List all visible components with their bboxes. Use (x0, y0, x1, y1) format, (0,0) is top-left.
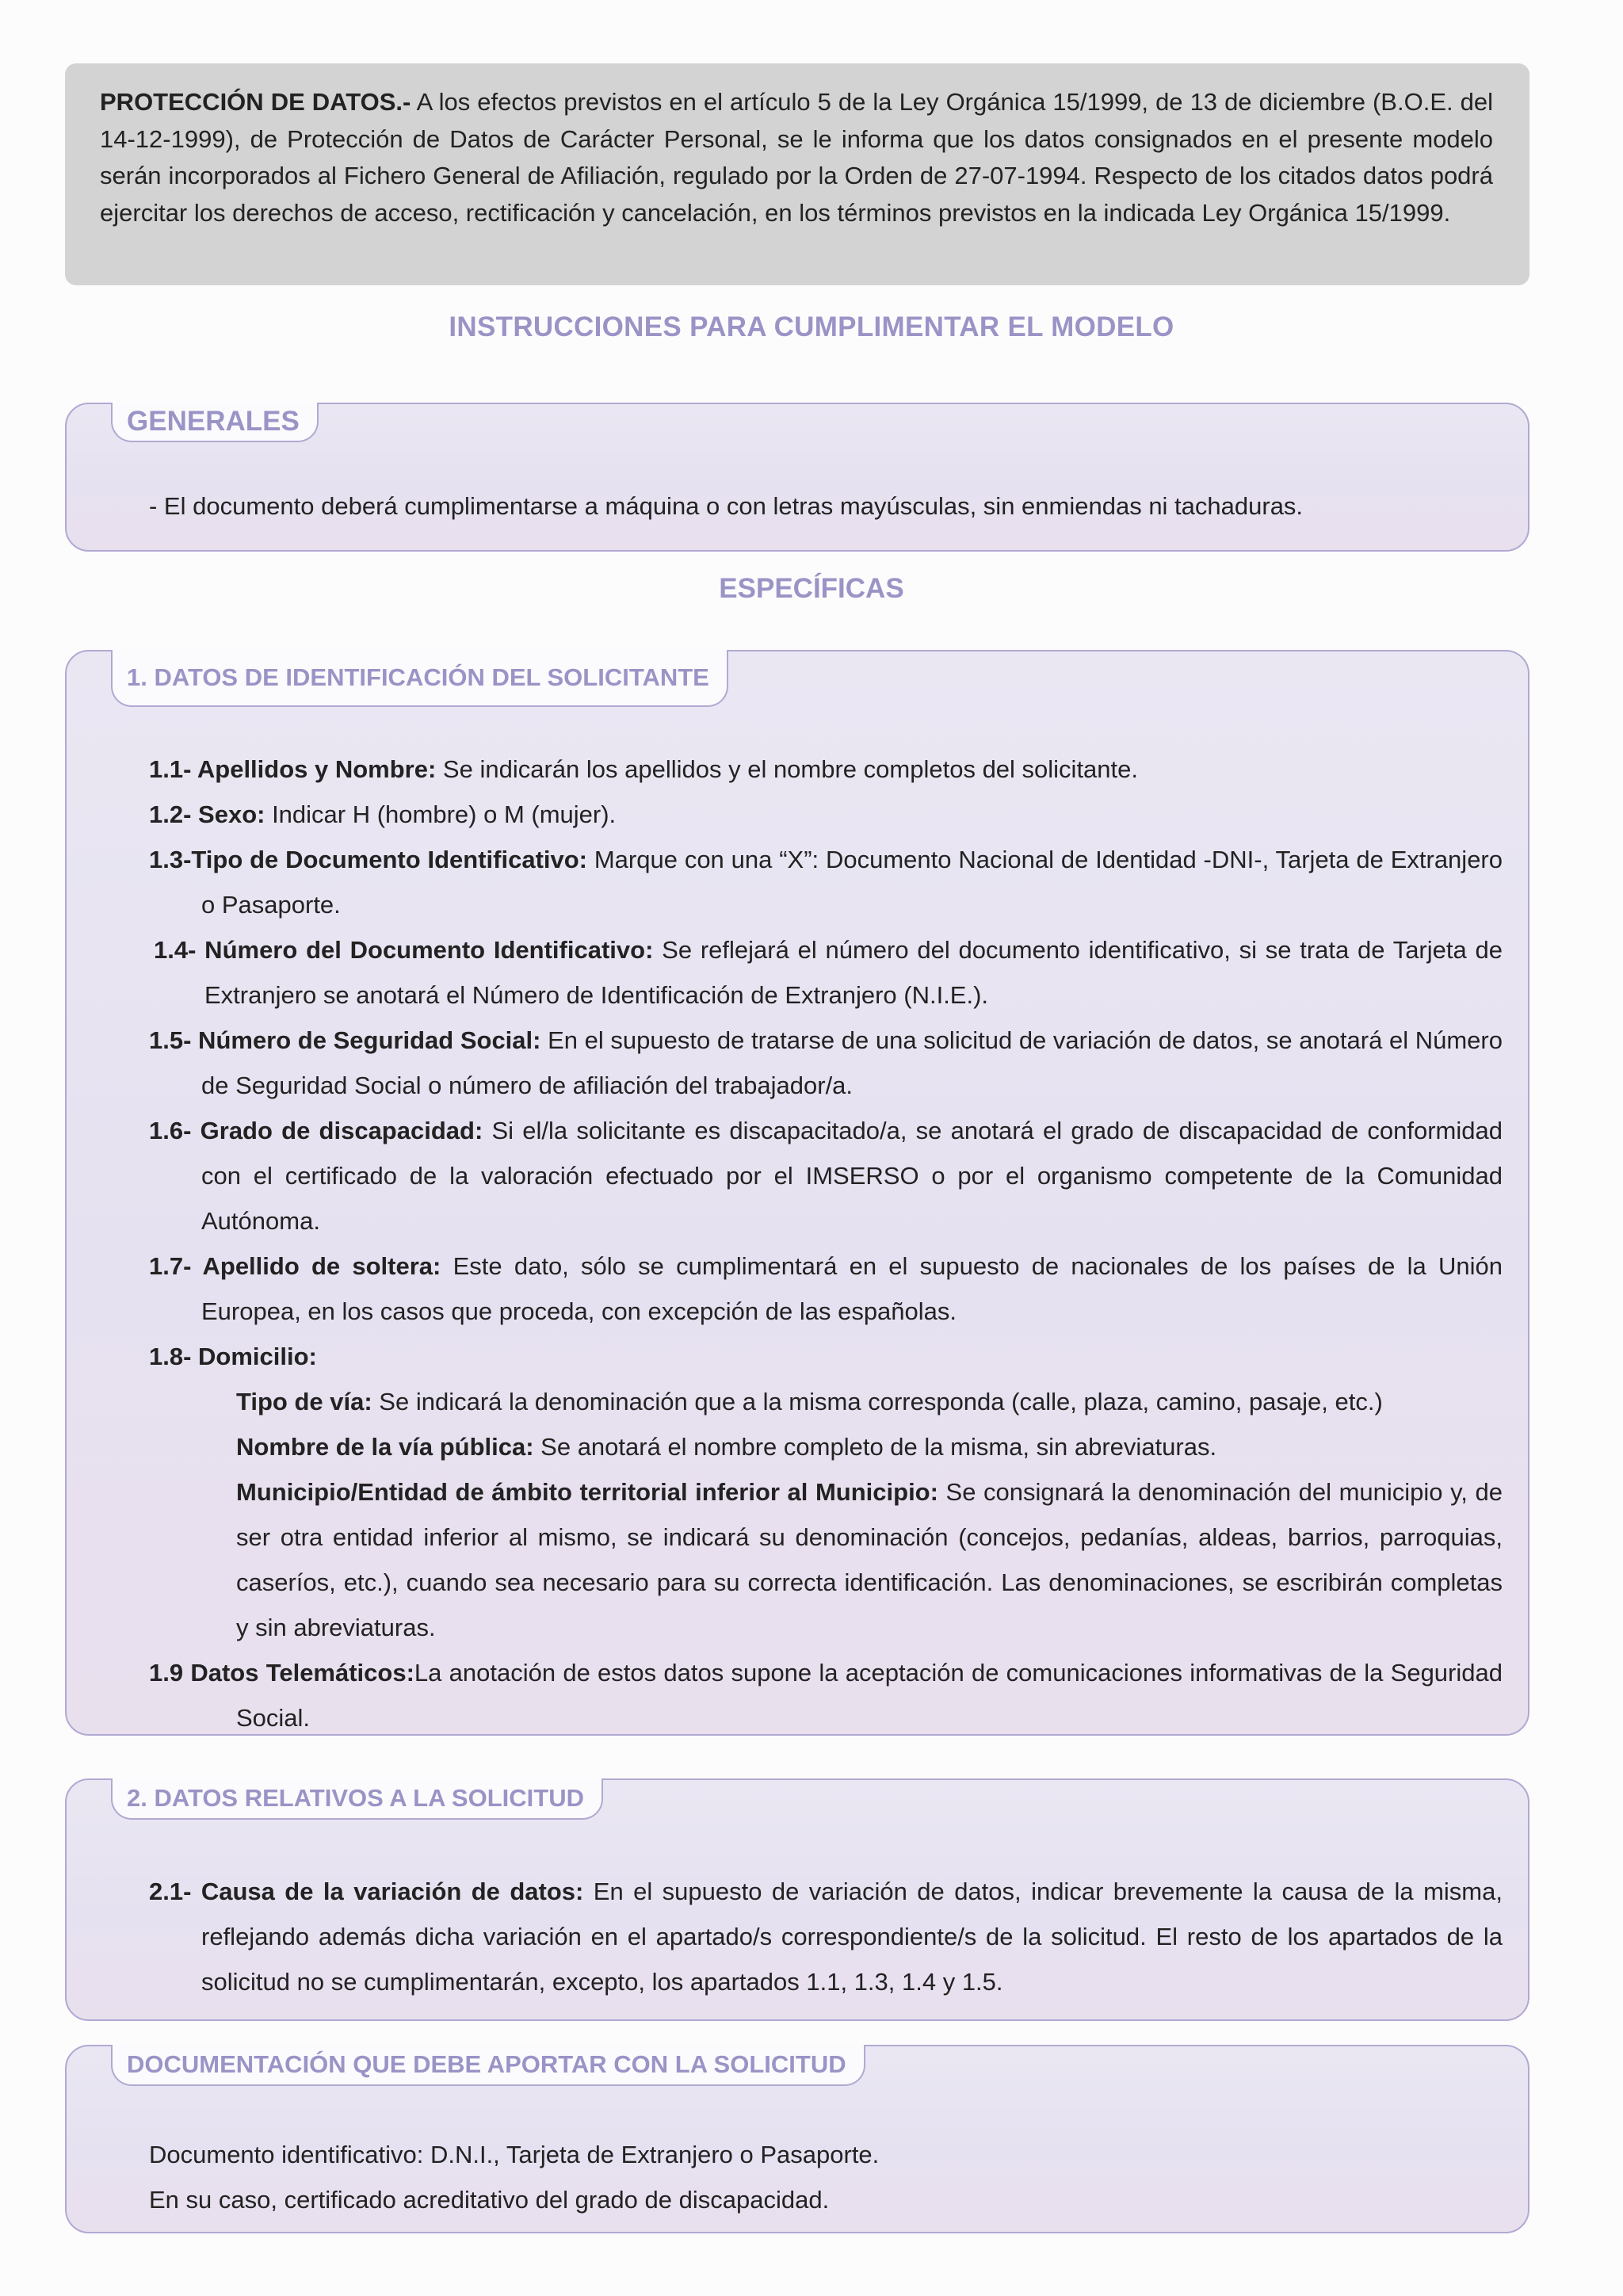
documentation-body (149, 2132, 1503, 2222)
item-1-8: 1.8- Domicilio: (149, 1343, 317, 1370)
item-1-2: 1.2- Sexo: Indicar H (hombre) o M (mujer). (149, 800, 617, 828)
domicilio-tipo-via: Tipo de vía: Se indicará la denominación que a la misma corresponda (calle, plaza, camino, pasaje, etc.) (236, 1388, 1383, 1415)
section-request-panel (65, 1778, 1529, 2021)
generales-panel (65, 403, 1529, 552)
item-1-5: 1.5- Número de Seguridad Social: En el supuesto de tratarse de una solicitud de variación de datos, se anotará el Número de Seguridad Social o número de afiliación del trabajador/a. (149, 1026, 1503, 1099)
documentation-panel (65, 2045, 1529, 2233)
generales-tab: GENERALES (111, 403, 319, 442)
section-identification-panel (65, 650, 1529, 1736)
especificas-heading: ESPECÍFICAS (719, 573, 904, 604)
data-protection-notice (65, 63, 1529, 285)
item-1-9: 1.9 Datos Telemáticos:La anotación de estos datos supone la aceptación de comunicaciones informativas de la Seguridad Social. (149, 1659, 1503, 1732)
domicilio-nombre-via: Nombre de la vía pública: Se anotará el nombre completo de la misma, sin abreviaturas. (236, 1433, 1217, 1461)
notice-title: PROTECCIÓN DE DATOS.- (100, 88, 411, 116)
item-1-3: 1.3-Tipo de Documento Identificativo: Marque con una “X”: Documento Nacional de Identidad -DNI-, Tarjeta de Extranjero o Pasaporte. (149, 846, 1503, 919)
section-identification-body (149, 747, 1503, 1740)
section-request-body (149, 1869, 1503, 2004)
item-1-4: 1.4- Número del Documento Identificativo: Se reflejará el número del documento identificativo, si se trata de Tarjeta de Extranjero se anotará el Número de Identificación de Extranjero (N.I.E.). (154, 936, 1503, 1009)
item-1-1: 1.1- Apellidos y Nombre: Se indicarán los apellidos y el nombre completos del solicitante. (149, 755, 1139, 783)
section-identification-tab: 1. DATOS DE IDENTIFICACIÓN DEL SOLICITANTE (111, 650, 728, 707)
main-heading: INSTRUCCIONES PARA CUMPLIMENTAR EL MODELO (449, 311, 1174, 342)
notice-text: A los efectos previstos en el artículo 5 de la Ley Orgánica 15/1999, de 13 de diciembre (B.O.E. del 14-12-1999), de Protección de Datos de Carácter Personal, se le informa que los datos consignados en el presente modelo serán incorporados al Fichero General de Afiliación, regulado por la Orden de 27-07-1994. Respecto de los citados datos podrá ejercitar los derechos de acceso, rectificación y cancelación, en los términos previstos en la indicada Ley Orgánica 15/1999. (100, 88, 1493, 227)
section-request-tab: 2. DATOS RELATIVOS A LA SOLICITUD (111, 1778, 603, 1820)
generales-text: - El documento deberá cumplimentarse a máquina o con letras mayúsculas, sin enmiendas ni tachaduras. (149, 492, 1304, 520)
documentation-line-1: Documento identificativo: D.N.I., Tarjeta de Extranjero o Pasaporte. (149, 2141, 880, 2168)
item-2-1: 2.1- Causa de la variación de datos: En el supuesto de variación de datos, indicar brevemente la causa de la misma, reflejando además dicha variación en el apartado/s correspondiente/s de la solicitud. El resto de los apartados de la solicitud no se cumplimentarán, excepto, los apartados 1.1, 1.3, 1.4 y 1.5. (149, 1878, 1503, 1996)
item-1-6: 1.6- Grado de discapacidad: Si el/la solicitante es discapacitado/a, se anotará el grado de discapacidad de conformidad con el certificado de la valoración efectuado por el IMSERSO o por el organismo competente de la Comunidad Autónoma. (149, 1117, 1503, 1235)
documentation-tab: DOCUMENTACIÓN QUE DEBE APORTAR CON LA SOLICITUD (111, 2045, 865, 2086)
item-1-7: 1.7- Apellido de soltera: Este dato, sólo se cumplimentará en el supuesto de nacionales de los países de la Unión Europea, en los casos que proceda, con excepción de las españolas. (149, 1252, 1503, 1325)
domicilio-municipio: Municipio/Entidad de ámbito territorial inferior al Municipio: Se consignará la denominación del municipio y, de ser otra entidad inferior al mismo, se indicará su denominación (concejos, pedanías, aldeas, barrios, parroquias, caseríos, etc.), cuando sea necesario para su correcta identificación. Las denominaciones, se escribirán completas y sin abreviaturas. (236, 1478, 1503, 1641)
documentation-line-2: En su caso, certificado acreditativo del grado de discapacidad. (149, 2186, 830, 2214)
